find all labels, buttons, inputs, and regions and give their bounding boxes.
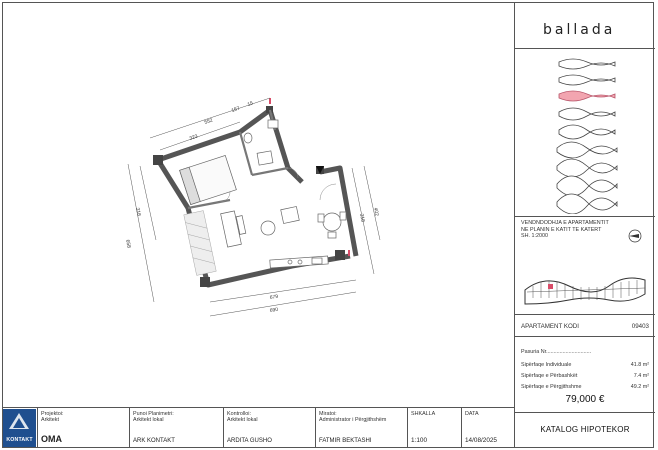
planning-value: ARK KONTAKT	[133, 438, 175, 444]
title-block	[2, 407, 514, 448]
individual-area-label: Sipërfaqe Individuale	[521, 362, 572, 368]
date-label: DATA	[465, 411, 479, 417]
dim-bottom-b: 690	[269, 306, 279, 314]
scale-cell	[408, 408, 462, 448]
scale-value: 1:100	[411, 437, 427, 444]
shared-area-value: 7.4 m²	[633, 373, 649, 379]
approved-value: FATMIR BEKTASHI	[319, 438, 372, 444]
kontakt-logo-icon	[3, 409, 36, 433]
dim-top-a: 323	[188, 133, 199, 142]
living-furniture	[221, 206, 346, 247]
apartment-location-marker	[548, 284, 553, 289]
individual-area-row	[521, 362, 649, 368]
dim-left-a: 318	[134, 207, 142, 217]
project-cell	[38, 408, 130, 448]
individual-area-value: 41.8 m²	[630, 362, 649, 368]
corner-markers	[269, 98, 350, 256]
location-caption-line: VENDNDODHJA E APARTAMENTIT	[521, 220, 609, 226]
control-label: Kontrolloi: Arkitekt lokal	[227, 411, 258, 424]
apartment-code-row	[521, 323, 649, 330]
approved-cell	[316, 408, 408, 448]
north-arrow-icon	[627, 228, 643, 244]
total-area-row	[521, 384, 649, 390]
date-cell	[462, 408, 514, 448]
floor-plan	[120, 90, 390, 326]
approved-label: Miratoi: Administrator i Përgjithshëm	[319, 411, 387, 424]
kontakt-logo-cell	[2, 408, 38, 448]
apartment-code-label: APARTAMENT KODI	[521, 323, 579, 330]
date-value: 14/08/2025	[465, 437, 497, 444]
dim-right-b: 318	[358, 213, 366, 223]
dim-bottom-a: 679	[269, 293, 279, 301]
balcony-hatch	[184, 211, 216, 276]
scale-label: SHKALLA	[411, 411, 436, 417]
divider	[515, 336, 655, 337]
kontakt-logo-text: KONTAKT	[6, 437, 33, 443]
svg-text:ballada: ballada	[543, 22, 616, 38]
apartment-code-value: 09403	[631, 323, 649, 330]
dimension-lines	[128, 98, 380, 316]
control-cell	[224, 408, 316, 448]
catalog-title: KATALOG HIPOTEKOR	[540, 425, 630, 434]
divider	[515, 412, 655, 413]
dim-right-a: 402	[372, 207, 380, 217]
building-floors-diagram	[551, 54, 623, 214]
planning-label: Punoi Planimetri: Arkitekt lokal	[133, 411, 174, 424]
property-number-label: Pasuria Nr..............................	[521, 349, 592, 355]
dim-top-c: 15	[246, 100, 254, 108]
bed	[180, 155, 237, 204]
ballada-logo	[515, 8, 655, 48]
total-area-label: Sipërfaqe e Përgjithshme	[521, 384, 582, 390]
divider	[515, 216, 655, 217]
divider	[515, 314, 655, 315]
shared-area-label: Sipërfaqe e Përbashkët	[521, 373, 578, 379]
location-caption-line: SH. 1:2000	[521, 233, 548, 240]
dim-left-b: 658	[124, 239, 132, 249]
apartment-price: 79,000 €	[565, 394, 605, 405]
project-value: OMA	[41, 434, 62, 444]
kontakt-logo	[3, 409, 36, 447]
location-caption	[521, 220, 631, 240]
control-value: ARDITA GUSHO	[227, 438, 272, 444]
planning-cell	[130, 408, 224, 448]
total-area-value: 49.2 m²	[630, 384, 649, 390]
divider	[515, 48, 655, 49]
dim-top-total: 552	[203, 117, 214, 126]
shared-area-row	[521, 373, 649, 379]
location-caption-line: NE PLANIN E KATIT TE KATERT	[521, 226, 602, 233]
key-plan-map	[521, 268, 649, 308]
kitchen-counter	[270, 256, 328, 268]
info-panel	[514, 2, 654, 448]
dim-top-b: 157	[230, 105, 241, 114]
project-label: Projektoi: Arkitekt	[41, 411, 64, 424]
property-number-row	[521, 349, 649, 355]
